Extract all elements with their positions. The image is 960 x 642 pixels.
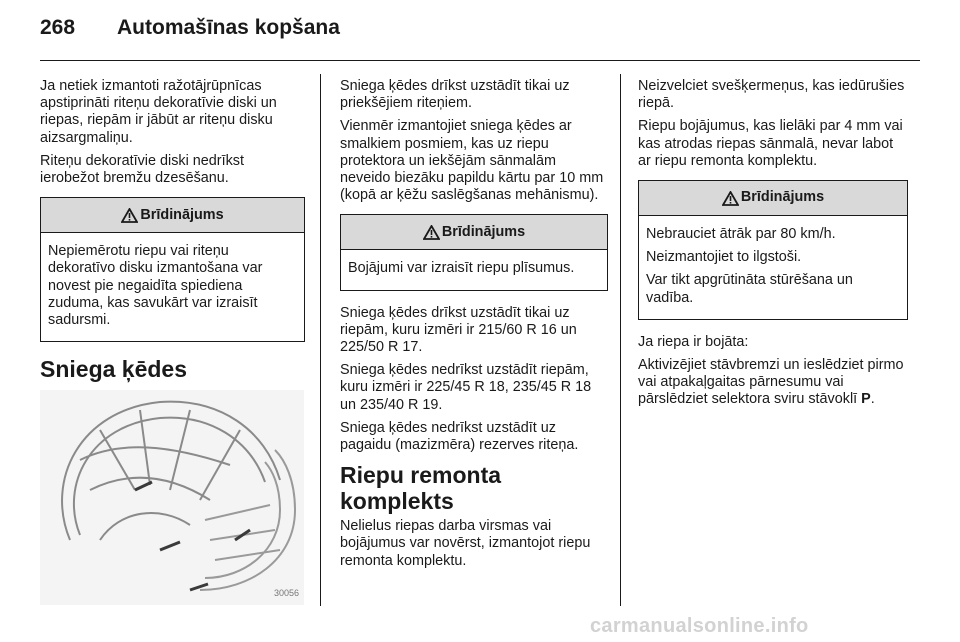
paragraph-text: .: [870, 391, 875, 408]
warning-header: [341, 215, 607, 250]
paragraph-text: Aktivizējiet stāvbremzi un ieslēdziet pirmo vai atpakaļgaitas pārnesumu vai pārslēdziet selektora sviru stāvoklī: [638, 357, 904, 408]
header-divider: [40, 60, 920, 61]
warning-text: Nepiemērotu riepu vai riteņu dekoratīvo disku izmantošana var novest pie negaidīta spiediena zuduma, kas savukārt var izraisīt sadursmi.: [48, 243, 263, 329]
watermark: carmanualsonline.info: [590, 615, 809, 637]
section-heading: Riepu remonta komplekts: [340, 462, 502, 515]
paragraph: Ja netiek izmantoti ražotājrūpnīcas apstiprināti riteņu dekoratīvie diski un riepas, riepām ir jābūt ar riteņu disku aizsargmaliņu.: [40, 78, 277, 146]
warning-title: Brīdinājums: [140, 206, 224, 223]
warning-box: [40, 197, 305, 342]
paragraph: Ja riepa ir bojāta:: [638, 333, 749, 350]
paragraph: Sniega ķēdes drīkst uzstādīt tikai uz riepām, kuru izmēri ir 215/60 R 16 un 225/50 R 17.: [340, 304, 577, 356]
figure-code: 30056: [273, 588, 299, 599]
snow-chains-illustration: [40, 390, 304, 605]
page-number: 268: [40, 16, 76, 39]
warning-body: [341, 250, 607, 289]
paragraph: Neizvelciet svešķermeņus, kas iedūrušies riepā.: [638, 78, 905, 112]
column-3: [638, 78, 908, 415]
warning-triangle-icon: [722, 191, 739, 206]
column-divider: [620, 74, 621, 606]
column-1: [40, 78, 305, 605]
selector-position-p: P: [861, 391, 871, 408]
warning-triangle-icon: [121, 208, 138, 223]
page-header: [40, 16, 920, 46]
chapter-title: Automašīnas kopšana: [117, 16, 340, 39]
paragraph: Sniega ķēdes drīkst uzstādīt tikai uz priekšējiem riteņiem.: [340, 78, 570, 112]
paragraph: Riepu bojājumus, kas lielāki par 4 mm vai kas atrodas riepas sānmalā, nevar labot ar riepu remonta komplektu.: [638, 118, 903, 169]
warning-body: [41, 233, 304, 341]
section-heading: Sniega ķēdes: [40, 356, 188, 383]
paragraph: Nelielus riepas darba virsmas vai bojājumus var novērst, izmantojot riepu remonta komplektu.: [340, 518, 591, 569]
paragraph: [638, 357, 908, 409]
warning-header: [41, 198, 304, 233]
paragraph: Riteņu dekoratīvie diski nedrīkst ierobežot bremžu dzesēšanu.: [40, 152, 244, 187]
warning-title: Brīdinājums: [441, 223, 526, 240]
snow-chain-icon: [40, 390, 304, 605]
column-2: [340, 78, 608, 576]
warning-body: [639, 216, 907, 319]
warning-text: Nebrauciet ātrāk par 80 km/h.: [646, 226, 836, 243]
warning-text: Bojājumi var izraisīt riepu plīsumus.: [348, 260, 575, 277]
warning-box: [340, 214, 608, 290]
warning-text: Var tikt apgrūtināta stūrēšana un vadība.: [646, 272, 853, 306]
warning-triangle-icon: [423, 225, 440, 240]
paragraph: Vienmēr izmantojiet sniega ķēdes ar smalkiem posmiem, kas uz riepu protektora un iekšējām sānmalām neveido biezāku papildu kārtu par 10 mm (kopā ar ķēžu saslēgšanas mehānismu).: [340, 118, 604, 204]
warning-box: [638, 180, 908, 320]
warning-title: Brīdinājums: [740, 189, 825, 206]
warning-text: Neizmantojiet to ilgstoši.: [646, 249, 802, 266]
paragraph: Sniega ķēdes nedrīkst uzstādīt uz pagaidu (mazizmēra) rezerves riteņa.: [340, 419, 579, 454]
column-divider: [320, 74, 321, 606]
warning-header: [639, 181, 907, 216]
paragraph: Sniega ķēdes nedrīkst uzstādīt riepām, kuru izmēri ir 225/45 R 18, 235/45 R 18 un 235/40 R 19.: [340, 362, 592, 413]
